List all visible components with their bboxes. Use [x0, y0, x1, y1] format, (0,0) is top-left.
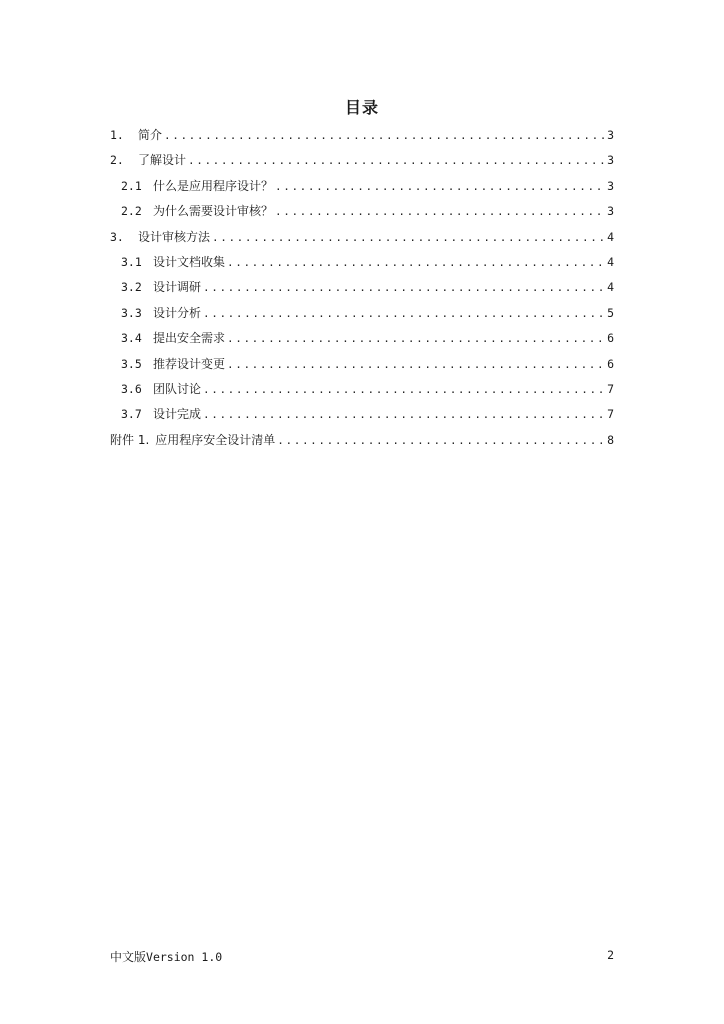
toc-entry-3-6[interactable] [110, 377, 614, 402]
toc-entry-page: 3 [607, 204, 614, 219]
toc-entry-3-4[interactable] [110, 326, 614, 351]
toc-entry-page: 3 [607, 178, 614, 193]
toc-entry-3[interactable] [110, 225, 614, 250]
toc-entry-title: 设计完成 [153, 407, 202, 422]
dot-leader [188, 148, 604, 173]
toc-entry-title: 设计调研 [153, 280, 202, 295]
footer-version-label: Version 1.0 [146, 950, 223, 964]
toc-entry-title: 简介 [138, 128, 163, 142]
toc-entry-3-7[interactable] [110, 402, 614, 427]
toc-entry-page: 3 [607, 128, 614, 142]
toc-entry-2-2[interactable] [110, 199, 614, 224]
footer-version [110, 948, 222, 965]
dot-leader [277, 428, 604, 453]
toc-entry-1[interactable] [110, 123, 614, 148]
toc-entry-number: 3. [110, 229, 124, 244]
dot-leader [164, 123, 604, 148]
toc-entry-number: 1. [110, 128, 124, 142]
toc-entry-number: 3.6 [121, 381, 142, 396]
toc-entry-number: 3.5 [121, 356, 142, 371]
toc-entry-title: 提出安全需求 [153, 331, 226, 346]
dot-leader [203, 402, 604, 427]
toc-entry-3-2[interactable] [110, 275, 614, 300]
toc-entry-number: 3.4 [121, 331, 142, 346]
toc-entry-title: 应用程序安全设计清单 [155, 432, 276, 447]
toc-entry-page: 4 [607, 254, 614, 269]
toc-entry-page: 7 [607, 381, 614, 396]
toc-entry-title: 设计分析 [153, 305, 202, 320]
toc-entry-title: 推荐设计变更 [153, 356, 226, 371]
dot-leader [227, 250, 604, 275]
toc-entry-number: 3.7 [121, 407, 142, 422]
toc-entry-number: 2.2 [121, 204, 142, 219]
dot-leader [203, 301, 604, 326]
dot-leader [227, 326, 604, 351]
toc-entry-number: 附件 1. [110, 432, 150, 447]
toc-entry-appendix-1[interactable] [110, 428, 614, 453]
toc-entry-number: 3.3 [121, 305, 142, 320]
toc-entry-title: 团队讨论 [153, 381, 202, 396]
toc-entry-page: 8 [607, 432, 614, 447]
toc-entry-3-3[interactable] [110, 301, 614, 326]
toc-entry-3-1[interactable] [110, 250, 614, 275]
footer-page-number: 2 [607, 948, 614, 962]
toc-entry-page: 3 [607, 153, 614, 168]
dot-leader [203, 275, 604, 300]
toc-entry-number: 2.1 [121, 178, 142, 193]
dot-leader [275, 174, 604, 199]
footer-edition-label: 中文版 [110, 950, 147, 964]
toc-entry-page: 6 [607, 331, 614, 346]
toc-entry-page: 4 [607, 229, 614, 244]
dot-leader [275, 199, 604, 224]
toc-entry-title: 设计文档收集 [153, 254, 226, 269]
toc-entry-number: 3.2 [121, 280, 142, 295]
toc-entry-page: 7 [607, 407, 614, 422]
toc-entry-2-1[interactable] [110, 174, 614, 199]
toc-entry-3-5[interactable] [110, 352, 614, 377]
toc-entry-page: 5 [607, 305, 614, 320]
dot-leader [212, 225, 604, 250]
toc-heading: 目录 [344, 98, 379, 117]
toc-entry-number: 2. [110, 153, 124, 168]
toc-entry-page: 4 [607, 280, 614, 295]
toc-entry-title: 了解设计 [138, 153, 187, 168]
toc-entry-title: 什么是应用程序设计？ [153, 178, 274, 193]
toc-entry-2[interactable] [110, 148, 614, 173]
toc-entry-page: 6 [607, 356, 614, 371]
dot-leader [227, 352, 604, 377]
toc-entry-title: 设计审核方法 [138, 229, 211, 244]
toc-entry-number: 3.1 [121, 254, 142, 269]
dot-leader [203, 377, 604, 402]
toc-entry-title: 为什么需要设计审核？ [153, 204, 274, 219]
table-of-contents [110, 123, 614, 453]
